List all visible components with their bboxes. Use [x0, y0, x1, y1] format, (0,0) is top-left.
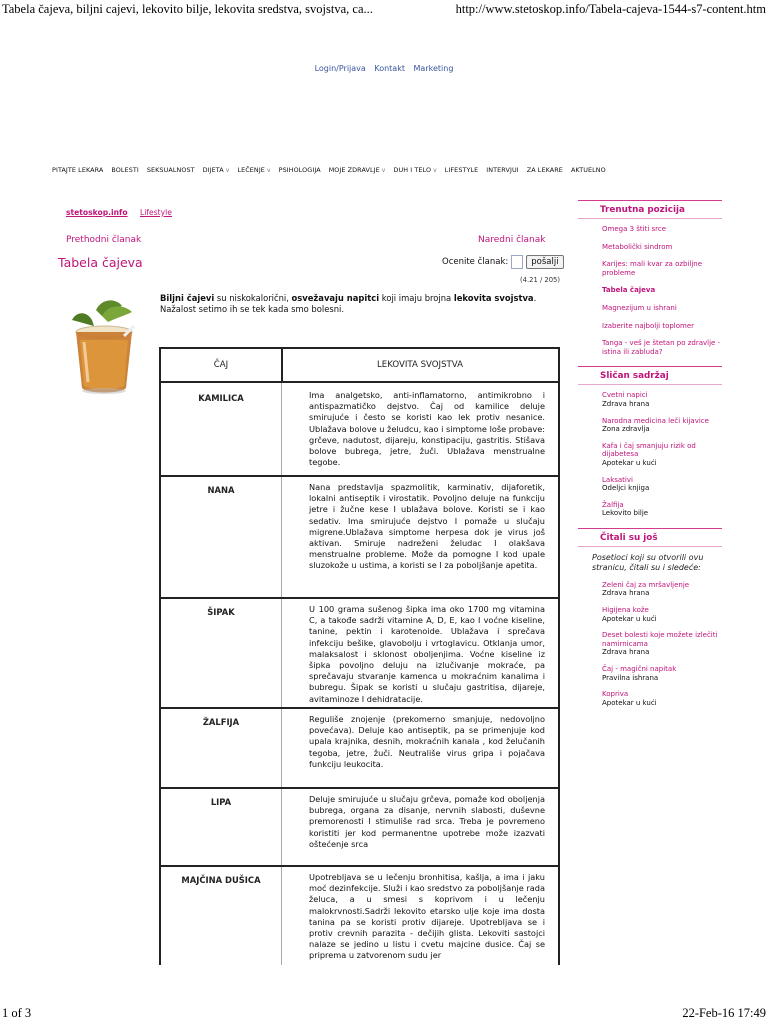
rating-submit-button[interactable]: pošalji	[526, 255, 563, 269]
tea-props: Ima analgetsko, anti-inflamatorno, antimikrobno i antispazmatičko dejstvo. Čaj od kamilice deluje smirujuće i često se koristi kao lek protiv nesanice. Ublažava bolove u želudcu, kao i simptome loše probave: grčeve, nadutost, dijareju, konstipaciju, gastritis. Stišava bolove bubrega, jetre, žuči. Ublažava menstrualne tegobe.	[309, 390, 546, 468]
table-row	[161, 597, 558, 707]
chevron-down-icon: v	[266, 167, 271, 174]
list-item[interactable]: Zeleni čaj za mršavljenje Zdrava hrana	[602, 580, 690, 598]
breadcrumb-category[interactable]: Lifestyle	[140, 208, 172, 217]
tea-name: ŠIPAK	[207, 607, 235, 617]
marketing-link[interactable]: Marketing	[413, 64, 454, 73]
tea-props: Upotrebljava se u lečenju bronhitisa, kašlja, a ima i jaku moć dezinfekcije. Služi i kao sredstvo za poboljšanje rada želuca, a u smesi s koprivom i u lečenju malokrvnosti.Sadrži lekovito etarsko ulje koje ima dosta tanina pa se koristi protiv dijareje. Upotrebljava se i protiv crevnih parazita - dečijih glista. Lekoviti sastojci nalaze se jedino u listu i cvetu majcine dusice. Čaj se priprema u zatvorenom sudu jer	[309, 872, 545, 961]
rating-score: (4.21 / 205)	[520, 276, 561, 284]
tea-props: Nana predstavlja spazmolitik, karminativ, dijaforetik, lokalni antiseptik i virostatik. Povoljno deluje na funkciju jetre i žučne kese I ublažava bolove. Koristi se i kao sedativ. Ima smirujuće dejstvo I pomaže u slučaju migrene.Ublažava simptome herpesa dok je virus još aktivan. Smiruje nadreženi želudac I olakšava menstrualne probleme. Može da pomogne I kod upale sluzokože u ustima, a koristi se I za poboljšanje apetita.	[309, 482, 545, 571]
sidebar-link[interactable]: Izaberite najbolji toplomer	[602, 321, 695, 330]
tea-glass-icon	[62, 296, 146, 396]
nav-lifestyle[interactable]: LIFESTYLE	[444, 166, 479, 174]
nav-lecenje[interactable]: LEČENJE v	[237, 166, 271, 174]
print-header	[0, 0, 768, 22]
header-tea: ČAJ	[213, 360, 229, 370]
login-link[interactable]: Login/Prijava	[314, 64, 366, 73]
sidebar-link-active[interactable]: Tabela čajeva	[602, 286, 656, 295]
main-nav	[48, 166, 728, 174]
table-header	[161, 349, 558, 383]
sidebar-link[interactable]: Magnezijum u ishrani	[602, 303, 677, 312]
table-row	[161, 383, 558, 475]
nav-aktuelno[interactable]: AKTUELNO	[570, 166, 606, 174]
chevron-down-icon: v	[381, 167, 386, 174]
tea-name: ŽALFIJA	[202, 717, 240, 727]
header-props: LEKOVITA SVOJSTVA	[377, 360, 463, 370]
list-item[interactable]: Žalfija Lekovito bilje	[602, 500, 649, 518]
page-title: Tabela čajeva	[58, 255, 143, 270]
article-intro: Biljni čajevi su niskokalorični, osvežavaju napitci koji imaju brojna lekovita svojstva. Nažalost setimo ih se tek kada smo bolesni.	[160, 293, 537, 314]
print-url: http://www.stetoskop.info/Tabela-cajeva-1544-s7-content.htm	[455, 2, 766, 16]
tea-name: KAMILICA	[198, 393, 244, 403]
print-footer	[0, 1002, 768, 1024]
rating-input[interactable]	[511, 255, 523, 269]
list-item[interactable]: Cvetni napici Zdrava hrana	[602, 391, 650, 408]
nav-moje-zdravlje[interactable]: MOJE ZDRAVLJE v	[328, 166, 386, 174]
breadcrumb	[66, 208, 172, 217]
nav-duh-i-telo[interactable]: DUH I TELO v	[393, 166, 437, 174]
chevron-down-icon: v	[225, 167, 230, 174]
print-page-title: Tabela čajeva, biljni cajevi, lekovito bilje, lekovita sredstva, svojstva, ca...	[2, 2, 373, 16]
table-row	[161, 865, 558, 965]
nav-psihologija[interactable]: PSIHOLOGIJA	[278, 166, 321, 174]
list-item[interactable]: Laksativi Odeljci knjiga	[602, 475, 650, 493]
sidebar-link[interactable]: Karijes: mali kvar za ozbiljne probleme	[602, 260, 703, 277]
print-page-number: 1 of 3	[2, 1006, 32, 1020]
list-item[interactable]: Čaj - magični napitak Pravilna ishrana	[602, 665, 677, 682]
tea-props: Deluje smirujuće u slučaju grčeva, pomaže kod oboljenja bubrega, organa za disanje, nervnih slabosti, duševne premorenosti I stimuliše rad srca. Treba je povremeno koristiti jer kod permanentne upotrebe može izazvati oštećenje srca	[309, 794, 545, 849]
nav-intervjui[interactable]: INTERVJUI	[486, 166, 519, 174]
nav-bolesti[interactable]: BOLESTI	[111, 166, 139, 174]
sidebar-link[interactable]: Tanga - veš je štetan po zdravlje - istina ili zabluda?	[602, 339, 721, 356]
list-item[interactable]: Kafa i čaj smanjuju rizik od dijabetesa Apotekar u kući	[602, 441, 696, 467]
list-item[interactable]: Higijena kože Apotekar u kući	[602, 606, 657, 623]
sidebar-heading-similar: Sličan sadržaj	[578, 366, 722, 385]
sidebar-heading-current: Trenutna pozicija	[578, 200, 722, 219]
table-row	[161, 475, 558, 597]
tea-props: U 100 grama sušenog šipka ima oko 1700 mg vitamina C, a takođe sadrži vitamine A, D, E, kao I voćne kiseline, tanine, pektin i karotenoide. Ublažava i sprečava infekciju bešike, glavobolju i vrtoglavicu. Otklanja umor, malaksalost i sklonost oboljenjima. Voćne kiseline iz šipka povoljno deluju na izlučivanje mokraće, pa sprečavaju stvaranje kamenca u mokraćnim kanalima i bubregu. Šipak se koristi u slučaju gastritisa, dijareje, avitaminoze I dehidratacije.	[309, 604, 545, 704]
table-row	[161, 787, 558, 865]
rating-widget	[442, 255, 564, 269]
contact-link[interactable]: Kontakt	[374, 64, 405, 73]
sidebar-read-intro: Posetioci koji su otvorili ovu stranicu, čitali su i sledeće:	[592, 552, 704, 572]
prev-article-link[interactable]: Prethodni članak	[66, 235, 142, 245]
sidebar	[578, 200, 722, 715]
nav-za-lekare[interactable]: ZA LEKARE	[526, 166, 563, 174]
table-row	[161, 707, 558, 787]
list-item[interactable]: Kopriva Apotekar u kući	[602, 690, 657, 707]
nav-seksualnost[interactable]: SEKSUALNOST	[146, 166, 195, 174]
sidebar-link[interactable]: Omega 3 štiti srce	[602, 225, 667, 233]
rating-label: Ocenite članak:	[442, 257, 509, 267]
next-article-link[interactable]: Naredni članak	[478, 235, 546, 245]
tea-name: NANA	[207, 485, 235, 495]
tea-props: Reguliše znojenje (prekomerno smanjuje, nedovoljno povećava). Deluje kao antiseptik, pa se primenjuje kod upala krajnika, desnih, mokraćnih kanala , kod želučanih tegoba, jetre, žuči. Neutrališe virus gripa i pojačava funkciju leukocita.	[309, 714, 545, 769]
nav-pitajte-lekara[interactable]: PITAJTE LEKARA	[52, 166, 104, 174]
breadcrumb-home[interactable]: stetoskop.info	[66, 208, 128, 217]
chevron-down-icon: v	[433, 167, 437, 174]
list-item[interactable]: Deset bolesti koje možete izlečiti namirnicama Zdrava hrana	[602, 631, 718, 657]
sidebar-link[interactable]: Metabolički sindrom	[602, 242, 673, 251]
tea-name: LIPA	[210, 797, 232, 807]
tea-table	[159, 347, 560, 965]
print-date: 22-Feb-16 17:49	[682, 1006, 766, 1020]
top-links	[0, 64, 768, 73]
nav-dijeta[interactable]: DIJETA v	[202, 166, 230, 174]
sidebar-heading-read: Čitali su još	[578, 528, 722, 547]
list-item[interactable]: Narodna medicina leči kijavice Zona zdravlja	[602, 416, 709, 434]
tea-name: MAJČINA DUŠICA	[181, 875, 261, 885]
